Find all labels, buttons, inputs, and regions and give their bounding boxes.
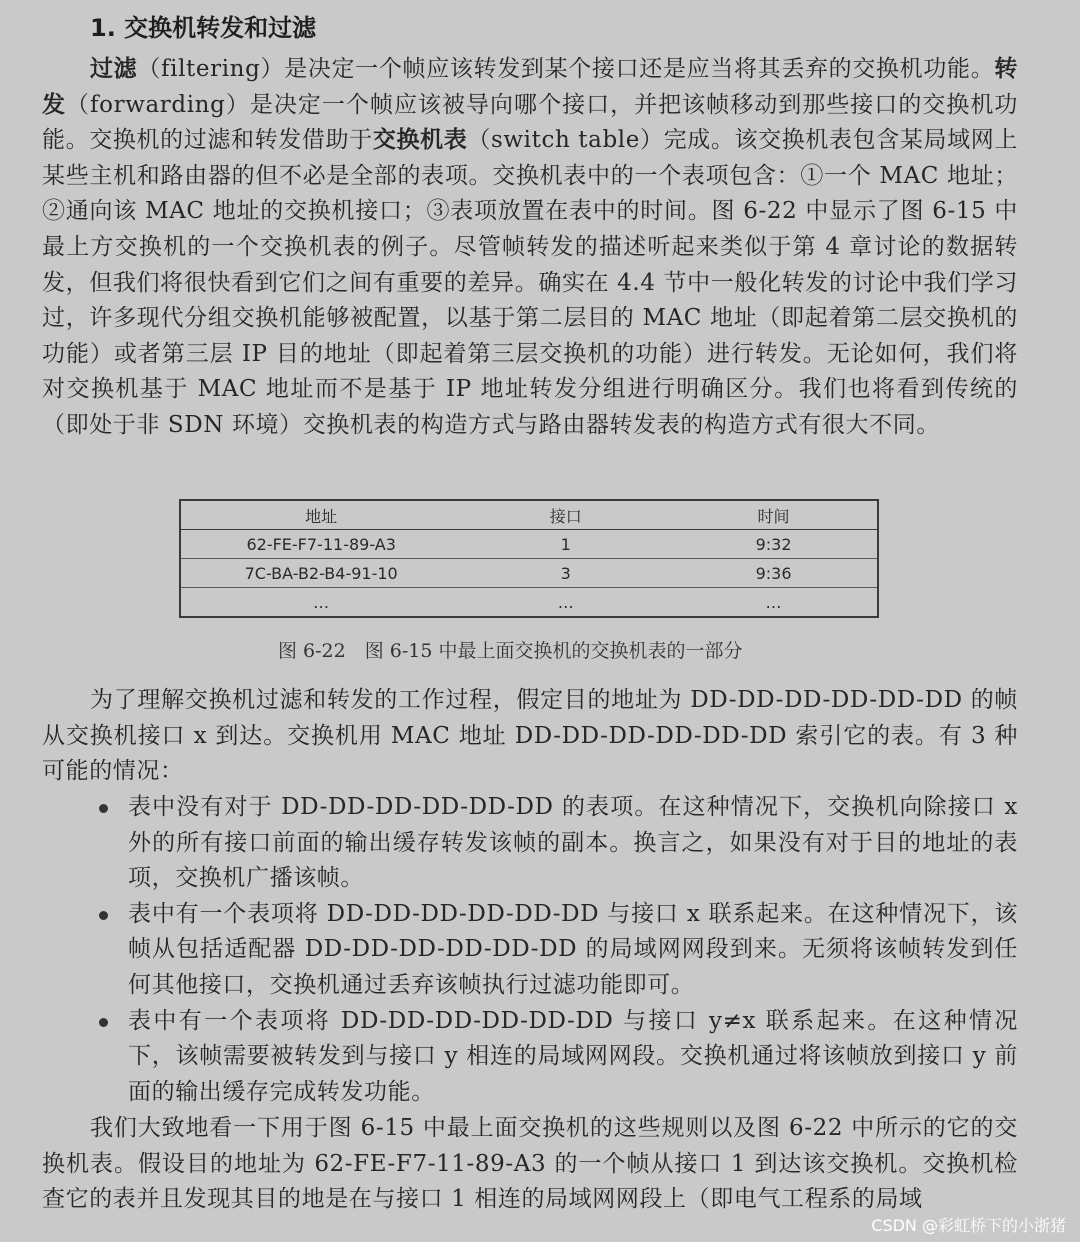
watermark-text: CSDN @彩虹桥下的小浙猪 — [871, 1216, 1066, 1235]
table-cell-address: … — [180, 588, 461, 618]
section-heading: 1. 交换机转发和过滤 — [90, 14, 317, 42]
paragraph1-text-c: （switch table）完成。该交换机表包含某局域网上某些主机和路由器的但不必是全部的表项。交换机表中的一个表项包含：①一个 MAC 地址；②通向该 MAC 地址的交换机接口；③表项放置在表中的时间。图 6-22 中显示了图 6-15 中最上方交换机的一个交换机表的例子。尽管帧转发的描述听起来类似于第 4 章讨论的数据转发，但我们将很快看到它们之间有重要的差异。确实在 4.4 节中一般化转发的讨论中我们学习过，许多现代分组交换机能够被配置，以基于第二层目的 MAC 地址（即起着第二层交换机的功能）或者第三层 IP 目的地址（即起着第三层交换机的功能）进行转发。无论如何，我们将对交换机基于 MAC 地址而不是基于 IP 地址转发分组进行明确区分。我们也将看到传统的（即处于非 SDN 环境）交换机表的构造方式与路由器转发表的构造方式有很大不同。 — [42, 127, 1019, 438]
table-cell-time: 9:36 — [670, 559, 878, 588]
figure-caption: 图 6-22 图 6-15 中最上面交换机的交换机表的一部分 — [278, 640, 743, 662]
bullet-dot-icon — [99, 1018, 108, 1027]
paragraph1-text-b: （forwarding）是决定一个帧应该被导向哪个接口，并把该帧移动到那些接口的交换机功能。交换机的过滤和转发借助于 — [42, 91, 1019, 154]
list-item-text: 表中有一个表项将 DD-DD-DD-DD-DD-DD 与接口 x 联系起来。在这种情况下，该帧从包括适配器 DD-DD-DD-DD-DD-DD 的局域网网段到来。无须将该帧转发到任何其他接口，交换机通过丢弃该帧执行过滤功能即可。 — [128, 900, 1018, 998]
table-header-row — [180, 500, 878, 530]
list-item-text: 表中有一个表项将 DD-DD-DD-DD-DD-DD 与接口 y≠x 联系起来。在这种情况下，该帧需要被转发到与接口 y 相连的局域网网段。交换机通过将该帧放到接口 y 前面的输出缓存完成转发功能。 — [128, 1007, 1018, 1105]
bullet-dot-icon — [99, 804, 108, 813]
table-cell-time: 9:32 — [670, 530, 878, 559]
term-filtering: 过滤 — [90, 56, 138, 82]
bullet-dot-icon — [99, 911, 108, 920]
list-item-text: 表中没有对于 DD-DD-DD-DD-DD-DD 的表项。在这种情况下，交换机向除接口 x 外的所有接口前面的输出缓存转发该帧的副本。换言之，如果没有对于目的地址的表项，交换机广播该帧。 — [128, 794, 1018, 892]
paragraph-scenario: 为了理解交换机过滤和转发的工作过程，假定目的地址为 DD-DD-DD-DD-DD-DD 的帧从交换机接口 x 到达。交换机用 MAC 地址 DD-DD-DD-DD-DD-DD 索引它的表。有 3 种可能的情况： — [42, 687, 1018, 785]
table-row — [180, 588, 878, 618]
column-header-address: 地址 — [180, 500, 461, 530]
list-item — [42, 1004, 1018, 1111]
table-row — [180, 530, 878, 559]
table-row — [180, 559, 878, 588]
table-cell-time: … — [670, 588, 878, 618]
column-header-interface: 接口 — [461, 500, 670, 530]
list-item — [42, 790, 1018, 897]
term-forwarding: 转发 — [42, 56, 1018, 118]
paragraph1-text-a: （filtering）是决定一个帧应该转发到某个接口还是应当将其丢弃的交换机功能。 — [137, 56, 995, 82]
column-header-time: 时间 — [670, 500, 878, 530]
paragraph-example: 我们大致地看一下用于图 6-15 中最上面交换机的这些规则以及图 6-22 中所示的它的交换机表。假设目的地址为 62-FE-F7-11-89-A3 的一个帧从接口 1 到达该交换机。交换机检查它的表并且发现其目的地是在与接口 1 相连的局域网网段上（即电气工程系的局域 — [42, 1115, 1018, 1213]
paragraph-filtering-forwarding — [42, 52, 1018, 444]
table-cell-address: 62-FE-F7-11-89-A3 — [180, 530, 461, 559]
list-item — [42, 897, 1018, 1004]
table-cell-address: 7C-BA-B2-B4-91-10 — [180, 559, 461, 588]
term-switch-table: 交换机表 — [372, 127, 468, 154]
case-list — [42, 790, 1018, 1110]
table-cell-interface: 1 — [461, 530, 670, 559]
table-cell-interface: … — [461, 588, 670, 618]
table-cell-interface: 3 — [461, 559, 670, 588]
switch-table-figure — [179, 499, 879, 618]
